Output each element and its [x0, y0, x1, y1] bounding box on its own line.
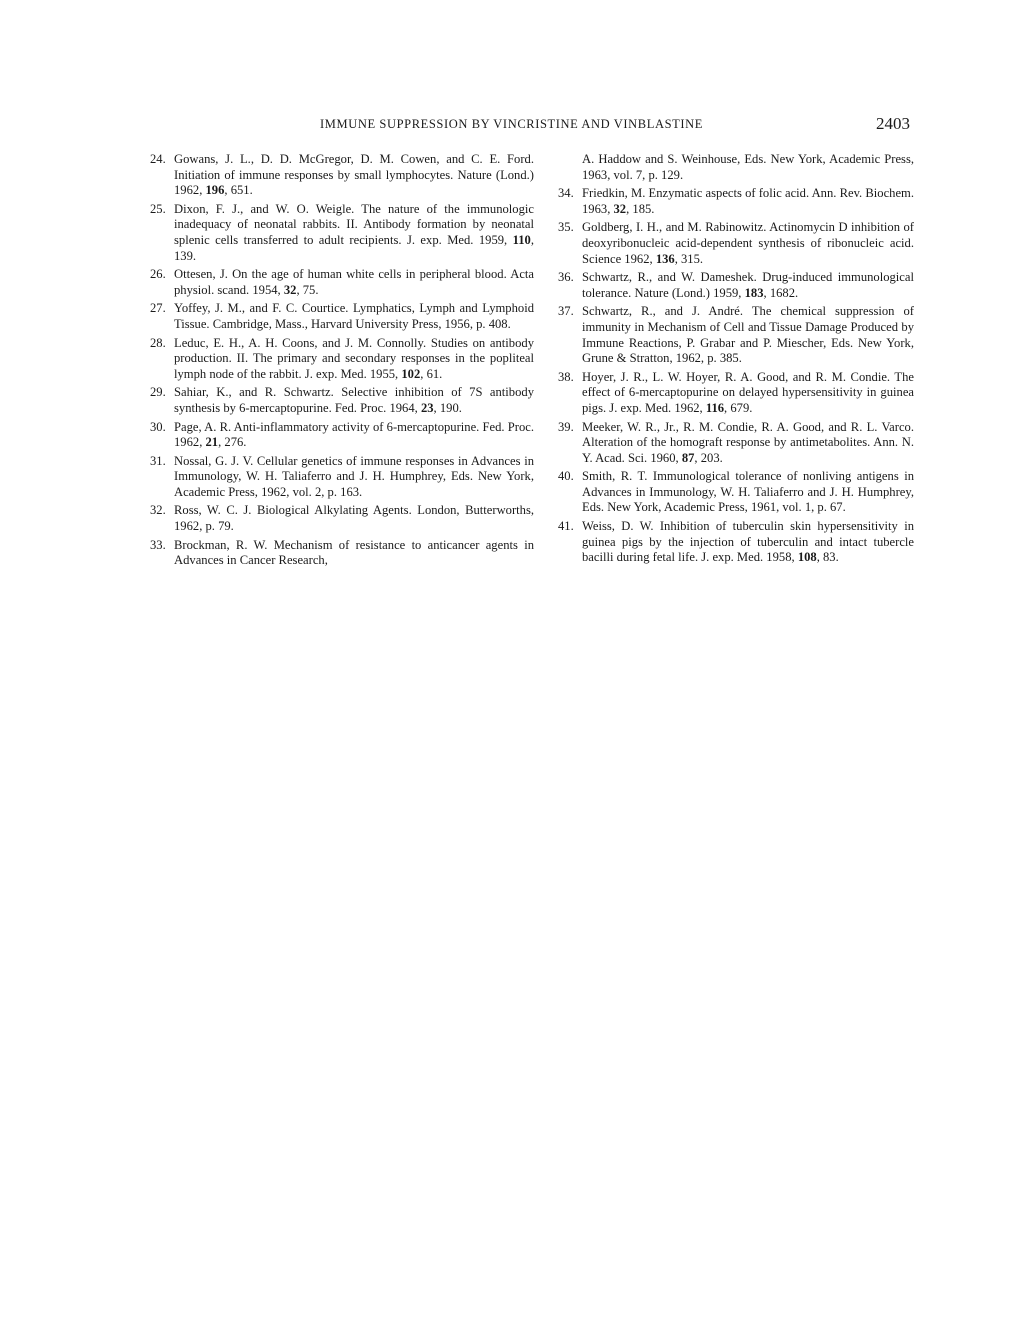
reference-number: 24. [150, 152, 166, 166]
reference-entry [150, 538, 534, 569]
reference-entry [558, 420, 914, 467]
reference-text: Nossal, G. J. V. Cellular genetics of immune responses in Advances in Immunology, W. H. Taliaferro and J. H. Humphrey, Eds. New York, Academic Press, 1962, vol. 2, p. 163. [174, 453, 534, 499]
reference-text: A. Haddow and S. Weinhouse, Eds. New York, Academic Press, 1963, vol. 7, p. 129. [582, 152, 914, 182]
reference-number: 35. [558, 220, 574, 235]
reference-text: Sahiar, K., and R. Schwartz. Selective inhibition of 7S antibody synthesis by 6-mercaptopurine. Fed. Proc. 1964, [174, 385, 534, 415]
reference-text: Ross, W. C. J. Biological Alkylating Agents. London, Butterworths, 1962, p. 79. [174, 503, 534, 534]
reference-pages: , 203. [694, 450, 723, 465]
reference-entry [558, 186, 914, 217]
reference-entry [558, 270, 914, 301]
reference-text: Dixon, F. J., and W. O. Weigle. The nature of the immunologic inadequacy of neonatal rabbits. II. Antibody formation by neonatal splenic cells transferred to adult recipients. J. exp. Med. 1959, [174, 201, 534, 247]
reference-number: 38. [558, 369, 574, 384]
reference-entry [150, 152, 534, 199]
reference-pages: , 679. [724, 400, 753, 415]
reference-entry [150, 202, 534, 264]
reference-pages: , 61. [420, 366, 443, 381]
reference-entry [150, 454, 534, 501]
reference-entry [558, 370, 914, 417]
reference-text: Smith, R. T. Immunological tolerance of nonliving antigens in Advances in Immunology, W. H. Taliaferro and J. H. Humphrey, Eds. New York, Academic Press, 1961, vol. 1, p. 67. [582, 469, 914, 515]
reference-pages: , 139. [174, 232, 534, 263]
reference-pages: , 185. [626, 201, 655, 216]
reference-number: 40. [558, 469, 574, 484]
reference-text: Friedkin, M. Enzymatic aspects of folic acid. Ann. Rev. Biochem. 1963, [582, 186, 914, 216]
reference-text: Yoffey, J. M., and F. C. Courtice. Lymphatics, Lymph and Lymphoid Tissue. Cambridge, Mass., Harvard University Press, 1956, p. 408. [174, 301, 534, 331]
reference-entry [150, 420, 534, 451]
reference-entry [558, 152, 914, 183]
reference-entry [150, 267, 534, 298]
reference-text: Ottesen, J. On the age of human white cells in peripheral blood. Acta physiol. scand. 1954, [174, 267, 534, 297]
references-left-column [150, 152, 534, 572]
reference-volume: 21 [205, 435, 219, 450]
reference-text: Schwartz, R., and W. Dameshek. Drug-induced immunological tolerance. Nature (Lond.) 1959, [582, 270, 914, 300]
reference-volume: 116 [705, 400, 725, 415]
reference-number: 28. [150, 335, 166, 350]
reference-text: Brockman, R. W. Mechanism of resistance to anticancer agents in Advances in Cancer Research, [174, 537, 534, 568]
reference-number: 25. [150, 201, 166, 216]
reference-pages: , 651. [224, 183, 253, 198]
reference-volume: 183 [744, 285, 764, 300]
reference-volume: 87 [681, 450, 695, 465]
reference-pages: , 315. [674, 251, 704, 266]
reference-number: 27. [150, 301, 166, 316]
reference-volume: 108 [797, 550, 817, 565]
running-title: IMMUNE SUPPRESSION BY VINCRISTINE AND VINBLASTINE [320, 117, 704, 131]
reference-pages: , 276. [218, 435, 247, 450]
reference-volume: 196 [205, 183, 225, 198]
reference-text: Leduc, E. H., A. H. Coons, and J. M. Connolly. Studies on antibody production. II. The primary and secondary responses in the popliteal lymph node of the rabbit. J. exp. Med. 1955, [174, 335, 534, 381]
reference-text: Hoyer, J. R., L. W. Hoyer, R. A. Good, and R. M. Condie. The effect of 6-mercaptopurine on delayed hypersensitivity in guinea pigs. J. exp. Med. 1962, [582, 369, 914, 415]
page-number: 2403 [876, 114, 910, 133]
reference-text: Page, A. R. Anti-inflammatory activity of 6-mercaptopurine. Fed. Proc. 1962, [174, 419, 534, 450]
reference-pages: , 190. [433, 400, 462, 415]
reference-text: Weiss, D. W. Inhibition of tuberculin skin hypersensitivity in guinea pigs by the injection of tuberculin and intact tubercle bacilli during fetal life. J. exp. Med. 1958, [582, 519, 914, 565]
reference-text: Meeker, W. R., Jr., R. M. Condie, R. A. Good, and R. L. Varco. Alteration of the homograft response by antimetabolites. Ann. N. Y. Acad. Sci. 1960, [582, 419, 914, 465]
reference-text: Schwartz, R., and J. André. The chemical suppression of immunity in Mechanism of Cell and Tissue Damage Produced by Immune Reactions, P. Grabar and P. Miescher, Eds. New York, Grune & Stratton, 1962, p. 385. [582, 304, 914, 366]
reference-number: 34. [558, 186, 574, 201]
reference-number: 30. [150, 419, 166, 434]
reference-number: 39. [558, 419, 574, 434]
reference-number: 41. [558, 519, 574, 534]
running-header [150, 114, 910, 138]
reference-text: Gowans, J. L., D. D. McGregor, D. M. Cowen, and C. E. Ford. Initiation of immune responses by small lymphocytes. Nature (Lond.) 1962, [174, 152, 534, 198]
reference-volume: 23 [420, 400, 434, 415]
reference-number: 29. [150, 385, 166, 400]
reference-number: 26. [150, 267, 166, 282]
reference-entry [558, 469, 914, 516]
reference-volume: 32 [613, 201, 627, 216]
references-right-column [558, 152, 914, 569]
reference-pages: , 1682. [763, 285, 799, 300]
reference-volume: 136 [655, 251, 675, 266]
reference-entry [558, 304, 914, 366]
reference-entry [150, 385, 534, 416]
reference-entry [150, 503, 534, 534]
reference-text: Goldberg, I. H., and M. Rabinowitz. Actinomycin D inhibition of deoxyribonucleic acid-dependent synthesis of ribonucleic acid. Science 1962, [582, 220, 914, 266]
reference-number: 37. [558, 304, 574, 319]
reference-number: 32. [150, 503, 166, 518]
reference-number: 33. [150, 537, 166, 552]
reference-volume: 102 [401, 366, 421, 381]
reference-pages: , 75. [296, 282, 319, 297]
reference-volume: 110 [512, 232, 531, 247]
reference-number: 36. [558, 270, 574, 285]
reference-entry [558, 519, 914, 566]
reference-number: 31. [150, 453, 166, 468]
reference-entry [558, 220, 914, 267]
reference-entry [150, 301, 534, 332]
reference-pages: , 83. [816, 550, 839, 565]
reference-volume: 32 [283, 282, 297, 297]
reference-entry [150, 336, 534, 383]
